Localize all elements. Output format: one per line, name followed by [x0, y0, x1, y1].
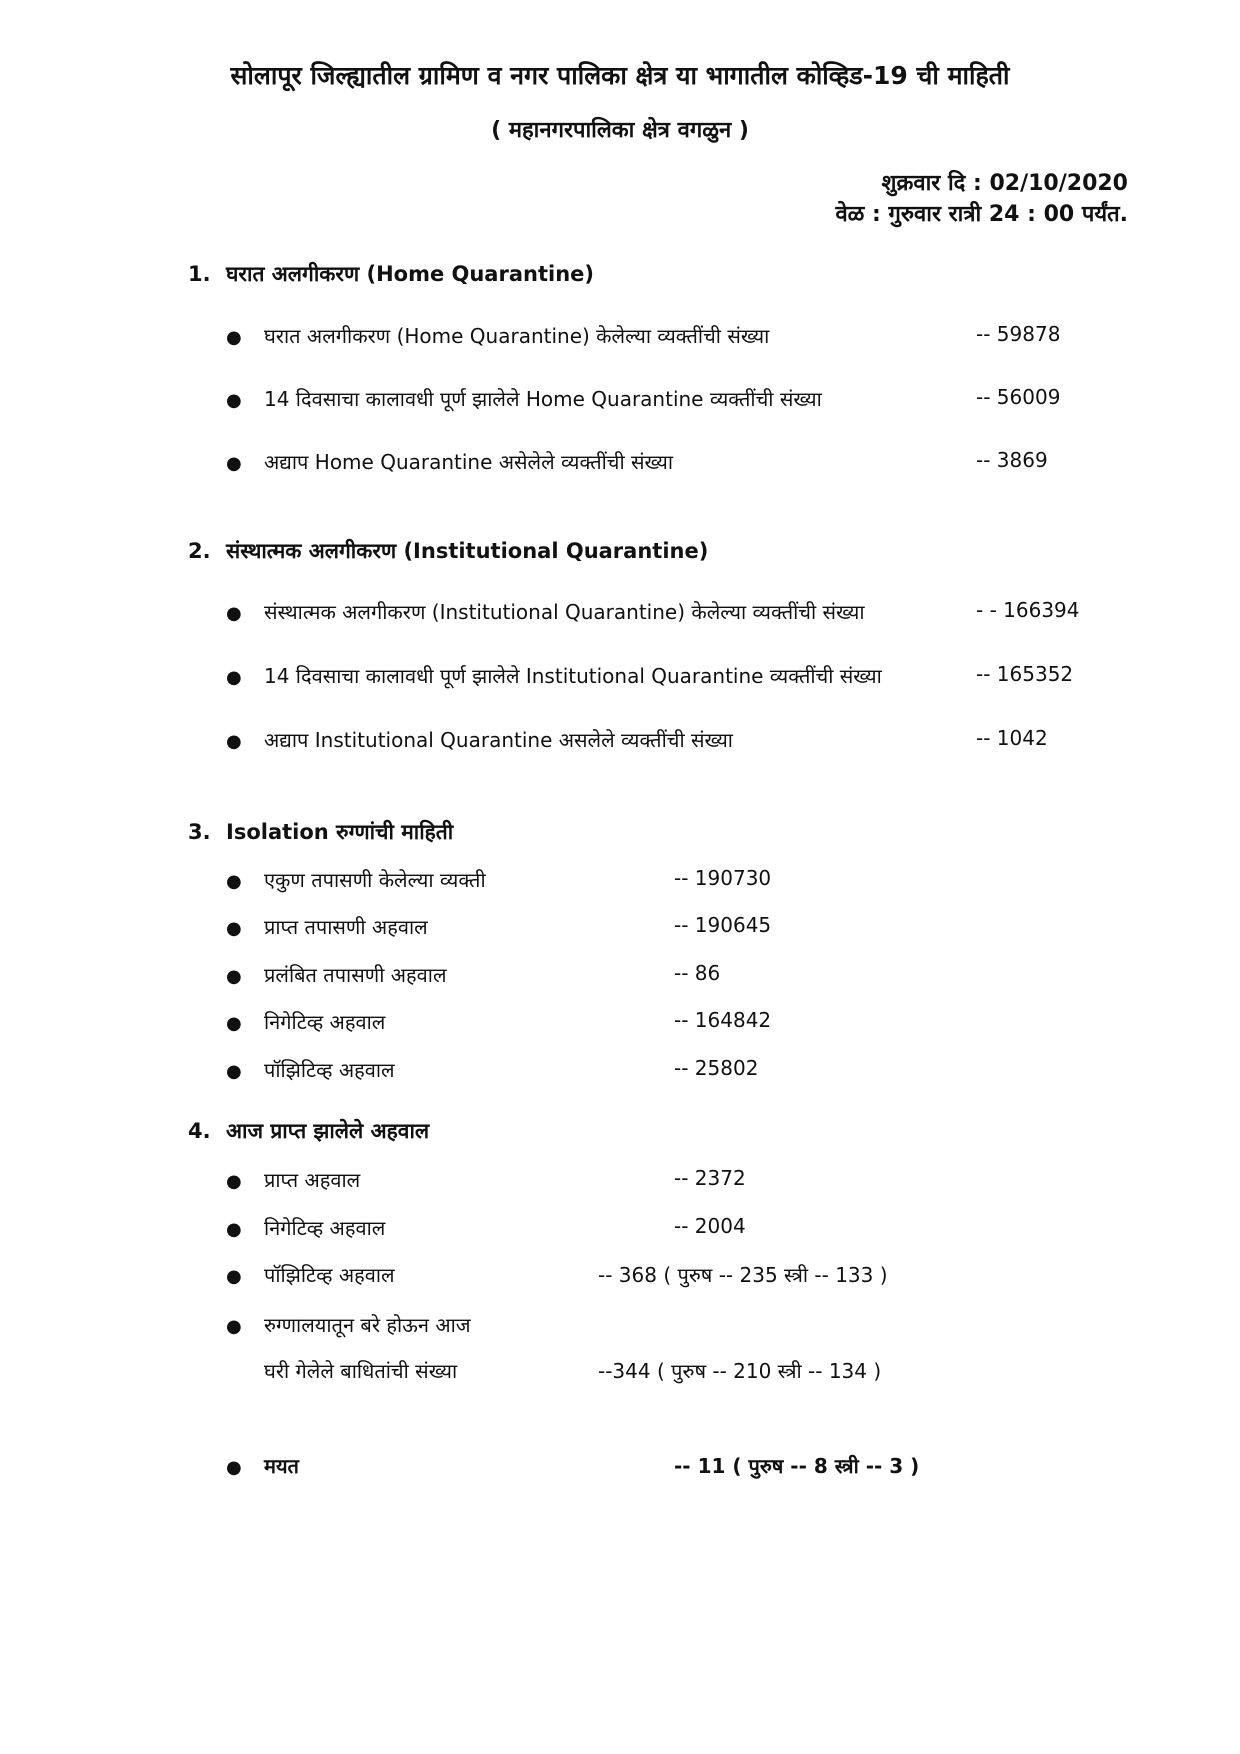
section-2-heading: 2. संस्थात्मक अलगीकरण (Institutional Quarantine)	[188, 539, 709, 563]
deaths-value: -- 11 ( पुरुष -- 8 स्त्री -- 3 )	[674, 1454, 920, 1478]
list-item: ● पॉझिटिव्ह अहवाल	[226, 1263, 395, 1287]
item-value: -- 2004	[674, 1214, 746, 1238]
bullet-icon: ●	[226, 731, 242, 752]
bullet-icon: ●	[226, 1266, 242, 1287]
list-item: ● प्रलंबित तपासणी अहवाल	[226, 963, 447, 987]
item-value: -- 2372	[674, 1166, 746, 1190]
section-4-heading: 4. आज प्राप्त झालेले अहवाल	[188, 1119, 430, 1143]
date-line: शुक्रवार दि : 02/10/2020	[881, 171, 1128, 196]
bullet-icon: ●	[226, 327, 242, 348]
item-value: -- 3869	[976, 448, 1048, 472]
bullet-icon: ●	[226, 1219, 242, 1240]
bullet-icon: ●	[226, 1013, 242, 1034]
bullet-icon: ●	[226, 1061, 242, 1082]
section-1-heading: 1. घरात अलगीकरण (Home Quarantine)	[188, 262, 594, 286]
list-item: ● घरात अलगीकरण (Home Quarantine) केलेल्या व्यक्तींची संख्या	[226, 324, 770, 348]
list-item: ● निगेटिव्ह अहवाल	[226, 1216, 386, 1240]
document-title: सोलापूर जिल्ह्यातील ग्रामिण व नगर पालिका क्षेत्र या भागातील कोव्हिड-19 ची माहिती	[230, 61, 1010, 90]
list-item: ● एकुण तपासणी केलेल्या व्यक्ती	[226, 868, 486, 892]
list-item: ● 14 दिवसाचा कालावधी पूर्ण झालेले Institutional Quarantine व्यक्तींची संख्या	[226, 664, 882, 688]
item-value: -- 368 ( पुरुष -- 235 स्त्री -- 133 )	[598, 1263, 888, 1287]
bullet-icon: ●	[226, 390, 242, 411]
item-value: - - 166394	[976, 598, 1080, 622]
list-item-continuation: घरी गेलेले बाधितांची संख्या	[264, 1359, 458, 1383]
list-item: ● निगेटिव्ह अहवाल	[226, 1010, 386, 1034]
item-value: -- 86	[674, 961, 721, 985]
item-value: -- 1042	[976, 726, 1048, 750]
bullet-icon: ●	[226, 453, 242, 474]
list-item: ● पॉझिटिव्ह अहवाल	[226, 1058, 395, 1082]
bullet-icon: ●	[226, 603, 242, 624]
list-item: ● 14 दिवसाचा कालावधी पूर्ण झालेले Home Quarantine व्यक्तींची संख्या	[226, 387, 822, 411]
item-value: -- 190645	[674, 913, 772, 937]
item-value: -- 25802	[674, 1056, 759, 1080]
list-item: ● रुग्णालयातून बरे होऊन आज	[226, 1313, 471, 1337]
time-line: वेळ : गुरुवार रात्री 24 : 00 पर्यंत.	[835, 202, 1128, 227]
bullet-icon: ●	[226, 966, 242, 987]
list-item: ● अद्याप Institutional Quarantine असलेले व्यक्तींची संख्या	[226, 728, 733, 752]
item-value: -- 59878	[976, 322, 1061, 346]
item-value: -- 164842	[674, 1008, 772, 1032]
section-3-heading: 3. Isolation रुग्णांची माहिती	[188, 820, 454, 844]
item-value: --344 ( पुरुष -- 210 स्त्री -- 134 )	[598, 1359, 882, 1383]
list-item: ● प्राप्त अहवाल	[226, 1168, 361, 1192]
bullet-icon: ●	[226, 667, 242, 688]
bullet-icon: ●	[226, 918, 242, 939]
bullet-icon: ●	[226, 1316, 242, 1337]
list-item-deaths: ● मयत	[226, 1454, 299, 1478]
date-block	[835, 168, 1128, 230]
item-value: -- 165352	[976, 662, 1074, 686]
item-value: -- 56009	[976, 385, 1061, 409]
bullet-icon: ●	[226, 1171, 242, 1192]
bullet-icon: ●	[226, 1457, 242, 1478]
list-item: ● अद्याप Home Quarantine असेलेले व्यक्तींची संख्या	[226, 450, 674, 474]
document-subtitle: ( महानगरपालिका क्षेत्र वगळुन )	[491, 118, 749, 143]
list-item: ● प्राप्त तपासणी अहवाल	[226, 915, 428, 939]
list-item: ● संस्थात्मक अलगीकरण (Institutional Quarantine) केलेल्या व्यक्तींची संख्या	[226, 600, 865, 624]
bullet-icon: ●	[226, 871, 242, 892]
item-value: -- 190730	[674, 866, 772, 890]
